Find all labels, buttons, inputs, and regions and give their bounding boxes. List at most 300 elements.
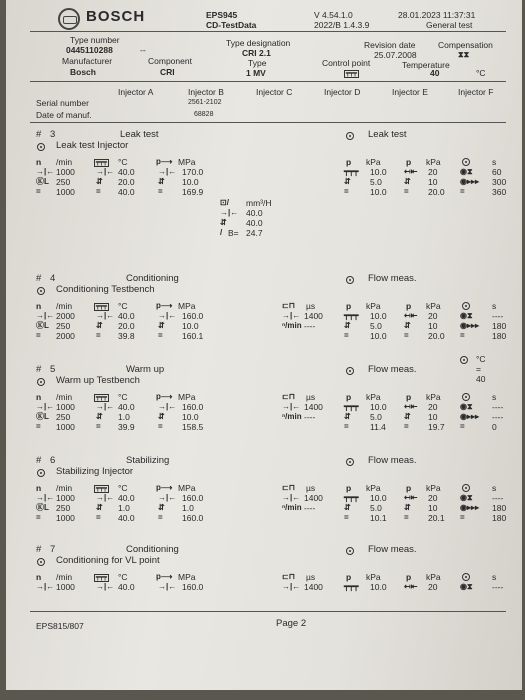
- speed-value: 1000: [56, 402, 75, 412]
- pressure-unit: MPa: [178, 483, 196, 493]
- row-prefix-icon: =: [460, 422, 465, 431]
- pressure-icon: p⟶: [156, 392, 173, 401]
- pressure-symbol: p: [406, 157, 412, 167]
- speed-value: 1000: [56, 167, 75, 177]
- row-prefix-icon: =: [158, 187, 163, 196]
- row-prefix-icon: ⁿ/min: [282, 503, 302, 512]
- speed-unit: /min: [56, 392, 73, 402]
- row-prefix-icon: ⓀL: [36, 503, 49, 512]
- measure-icon: [346, 547, 354, 555]
- time-value: 180: [492, 321, 507, 331]
- type-number: 0445110288: [66, 45, 113, 55]
- row-prefix-icon: ⇵: [344, 321, 351, 330]
- temp-value: 40.0: [118, 493, 135, 503]
- rail-icon: ┯┯┯: [96, 304, 107, 310]
- pressure-unit-1: kPa: [366, 392, 381, 402]
- pressure-unit-2: kPa: [426, 157, 441, 167]
- temp-value: 1.0: [118, 503, 130, 513]
- row-prefix-icon: ┯┯┯: [344, 311, 359, 320]
- speed-value: 1000: [56, 422, 75, 432]
- step-icon: [37, 378, 45, 386]
- time-value: 360: [492, 187, 507, 197]
- pressure-value-1: 10.1: [370, 513, 387, 523]
- row-prefix-icon: ⇵: [344, 177, 351, 186]
- pressure-value: 160.0: [182, 493, 204, 503]
- section-title: Leak test: [120, 129, 159, 140]
- row-prefix-icon: →|←: [158, 582, 177, 591]
- pressure-unit: MPa: [178, 157, 196, 167]
- section-number: 7: [50, 544, 56, 555]
- pressure-value-2: 20: [428, 582, 438, 592]
- row-prefix-icon: ↤⇤: [404, 402, 418, 411]
- pressure-value: 160.0: [182, 513, 204, 523]
- pressure-unit: MPa: [178, 392, 196, 402]
- pressure-value-2: 20: [428, 167, 438, 177]
- section-title: Stabilizing: [126, 455, 170, 466]
- injection-time-value: 1400: [304, 582, 323, 592]
- rail-icon: ┯┯┯: [96, 486, 107, 492]
- section-subtitle: Stabilizing Injector: [56, 466, 134, 477]
- section-subtitle: Conditioning Testbench: [56, 284, 155, 295]
- temp-unit: °C: [118, 157, 128, 167]
- footer-divider: [30, 611, 506, 612]
- temp-value: 40.0: [118, 402, 135, 412]
- row-prefix-icon: =: [36, 187, 41, 196]
- measure-icon: [346, 132, 354, 140]
- row-prefix-icon: =: [36, 422, 41, 431]
- pressure-value-1: 10.0: [370, 311, 387, 321]
- pressure-value-2: 10: [428, 503, 438, 513]
- temp-value: 20.0: [118, 177, 135, 187]
- section-right-title: Flow meas.: [368, 364, 417, 375]
- serial-number-b: 2561-2102: [188, 99, 222, 106]
- row-prefix-icon: =: [404, 513, 409, 522]
- pressure-value: 170.0: [182, 167, 204, 177]
- pressure-value: 160.0: [182, 582, 204, 592]
- doc-name: CD-TestData: [206, 20, 257, 30]
- section-temp-value: 40: [476, 374, 486, 384]
- pressure-value-2: 19.7: [428, 422, 445, 432]
- row-prefix-icon: →|←: [36, 311, 55, 320]
- speed-value: 250: [56, 503, 71, 513]
- row-prefix-icon: =: [158, 331, 163, 340]
- row-prefix-icon: ↤⇤: [404, 493, 418, 502]
- injection-time-icon: ⊏⊓: [282, 572, 295, 581]
- row-prefix-icon: ◉▸▸▸: [460, 412, 480, 421]
- flow-value: 40.0: [246, 218, 263, 228]
- temp-value: 39.9: [118, 422, 135, 432]
- injection-time-icon: ⊏⊓: [282, 483, 295, 492]
- component: CRI: [160, 67, 175, 77]
- row-prefix-icon: ◉⧗: [460, 402, 473, 411]
- pressure-value-2: 10: [428, 321, 438, 331]
- speed-symbol: n: [36, 157, 42, 167]
- row-prefix-icon: →|←: [96, 311, 115, 320]
- software-version: V 4.54.1.0: [314, 10, 353, 20]
- pressure-icon: p⟶: [156, 157, 173, 166]
- injection-time-value: 1400: [304, 493, 323, 503]
- temp-unit: °C: [118, 483, 128, 493]
- row-prefix-icon: ⇵: [404, 177, 411, 186]
- pressure-value-1: 5.0: [370, 177, 382, 187]
- row-prefix-icon: →|←: [36, 582, 55, 591]
- row-prefix-icon: =: [404, 331, 409, 340]
- timer-icon: [462, 302, 470, 310]
- row-prefix-icon: ◉⧗: [460, 311, 473, 320]
- section-right-title: Leak test: [368, 129, 407, 140]
- row-prefix-icon: →|←: [36, 402, 55, 411]
- row-prefix-icon: =: [344, 422, 349, 431]
- speed-value: 1000: [56, 513, 75, 523]
- pressure-unit-2: kPa: [426, 301, 441, 311]
- pressure-value: 169.9: [182, 187, 204, 197]
- time-unit: s: [492, 392, 497, 402]
- rail-icon: ┯┯┯: [96, 160, 107, 166]
- pressure-value: 10.0: [182, 412, 199, 422]
- header-divider: [30, 31, 506, 32]
- pressure-symbol: p: [406, 301, 412, 311]
- pressure-value-1: 10.0: [370, 187, 387, 197]
- section-hash: #: [36, 455, 42, 466]
- injection-time-unit: µs: [306, 301, 316, 311]
- speed-value: 250: [56, 412, 71, 422]
- temp-value: 39.8: [118, 331, 135, 341]
- pressure-unit-1: kPa: [366, 301, 381, 311]
- pressure-value-2: 20.1: [428, 513, 445, 523]
- row-prefix-icon: =: [158, 422, 163, 431]
- pressure-symbol: p: [346, 483, 352, 493]
- injection-time-unit: µs: [306, 572, 316, 582]
- section-hash: #: [36, 544, 42, 555]
- measure-icon: [346, 276, 354, 284]
- step-icon: [37, 558, 45, 566]
- temperature-value: 40: [430, 68, 440, 78]
- row-prefix-icon: ┯┯┯: [344, 402, 359, 411]
- row-prefix-icon: ┯┯┯: [344, 493, 359, 502]
- rail-icon: ┯┯┯: [96, 575, 107, 581]
- row-prefix-icon: ⇵: [344, 412, 351, 421]
- timer-icon: [462, 393, 470, 401]
- row-prefix-icon: →|←: [158, 402, 177, 411]
- speed-value: 1000: [56, 493, 75, 503]
- injector-b-label: Injector B: [188, 87, 224, 97]
- pressure-value-1: 11.4: [370, 422, 386, 432]
- section-number: 6: [50, 455, 56, 466]
- row-prefix-icon: =: [96, 331, 101, 340]
- step-icon: [37, 469, 45, 477]
- section-title: Conditioning: [126, 273, 179, 284]
- row-prefix-icon: =: [344, 331, 349, 340]
- pressure-value: 1.0: [182, 503, 194, 513]
- time-value: 180: [492, 331, 507, 341]
- section-title: Conditioning: [126, 544, 179, 555]
- bosch-logo-icon: [58, 8, 80, 30]
- section-subtitle: Conditioning for VL point: [56, 555, 160, 566]
- pressure-value: 10.0: [182, 177, 199, 187]
- row-prefix-icon: ⓀL: [36, 177, 49, 186]
- time-value: 60: [492, 167, 502, 177]
- serial-number-label: Serial number: [36, 98, 89, 108]
- row-prefix-icon: →|←: [282, 311, 301, 320]
- speed-symbol: n: [36, 572, 42, 582]
- pressure-value: 158.5: [182, 422, 204, 432]
- temp-unit: °C: [118, 392, 128, 402]
- time-value: ----: [492, 582, 504, 592]
- type-designation: CRI 2.1: [242, 48, 271, 58]
- injector-e-label: Injector E: [392, 87, 428, 97]
- row-prefix-icon: →|←: [36, 493, 55, 502]
- date-of-manufacture-b: 68828: [194, 111, 214, 118]
- row-prefix-icon: ◉▸▸▸: [460, 321, 480, 330]
- revision-label: Revision date: [364, 40, 416, 50]
- pressure-value-2: 20: [428, 493, 438, 503]
- row-prefix-icon: ⓀL: [36, 321, 49, 330]
- section-hash: #: [36, 273, 42, 284]
- speed-unit: /min: [56, 483, 73, 493]
- temp-value: 1.0: [118, 412, 130, 422]
- pressure-icon: p⟶: [156, 483, 173, 492]
- row-prefix-icon: ◉⧗: [460, 493, 473, 502]
- row-prefix-icon: =: [344, 513, 349, 522]
- row-prefix-icon: →|←: [36, 167, 55, 176]
- time-unit: s: [492, 483, 497, 493]
- row-prefix-icon: ◉▸▸▸: [460, 503, 480, 512]
- time-value: 0: [492, 422, 497, 432]
- row-prefix-icon: →|←: [96, 167, 115, 176]
- row-prefix-icon: ⇵: [220, 218, 227, 227]
- pressure-unit-2: kPa: [426, 483, 441, 493]
- section-temp-eq: =: [476, 364, 481, 374]
- flow-value: 40.0: [246, 208, 263, 218]
- speed-symbol: n: [36, 301, 42, 311]
- type-number-label: Type number: [70, 35, 120, 45]
- injection-time-unit: µs: [306, 483, 316, 493]
- row-prefix-icon: ⇵: [158, 503, 165, 512]
- row-prefix-icon: =: [460, 187, 465, 196]
- row-prefix-icon: ↤⇤: [404, 167, 418, 176]
- speed-value: 250: [56, 177, 71, 187]
- section-number: 4: [50, 273, 56, 284]
- time-value: 180: [492, 503, 507, 513]
- section-temp-unit: °C: [476, 354, 486, 364]
- row-prefix-icon: ⁿ/min: [282, 412, 302, 421]
- temperature-label: Temperature: [402, 60, 450, 70]
- pressure-value: 10.0: [182, 321, 199, 331]
- row-prefix-icon: =: [96, 187, 101, 196]
- time-unit: s: [492, 157, 497, 167]
- control-point-label: Control point: [322, 58, 371, 68]
- temp-value: 20.0: [118, 321, 135, 331]
- pressure-value-1: 5.0: [370, 321, 382, 331]
- row-prefix-icon: ⁿ/min: [282, 321, 302, 330]
- row-prefix-icon: →|←: [282, 402, 301, 411]
- temp-unit: °C: [118, 572, 128, 582]
- timer-icon: [462, 484, 470, 492]
- pressure-value-1: 10.0: [370, 402, 387, 412]
- test-type: General test: [426, 20, 473, 30]
- pressure-value-2: 20: [428, 402, 438, 412]
- pressure-value-1: 10.0: [370, 493, 387, 503]
- pressure-value: 160.1: [182, 331, 204, 341]
- time-unit: s: [492, 301, 497, 311]
- time-unit: s: [492, 572, 497, 582]
- injector-f-label: Injector F: [458, 87, 494, 97]
- pressure-value-2: 20.0: [428, 331, 445, 341]
- row-prefix-icon: =: [344, 187, 349, 196]
- section-right-title: Flow meas.: [368, 455, 417, 466]
- type-number-dash: --: [140, 45, 146, 55]
- row-prefix-icon: =: [96, 422, 101, 431]
- pressure-value-2: 20: [428, 311, 438, 321]
- pressure-icon: p⟶: [156, 572, 173, 581]
- injection-time-icon: ⊏⊓: [282, 301, 295, 310]
- date-of-manufacture-label: Date of manuf.: [36, 110, 92, 120]
- time-value: ----: [492, 311, 504, 321]
- row-prefix-icon: =: [404, 187, 409, 196]
- row-prefix-icon: ⇵: [96, 177, 103, 186]
- row-prefix-icon: ⇵: [404, 412, 411, 421]
- type-label: Type: [248, 58, 267, 68]
- section-subtitle: Warm up Testbench: [56, 375, 140, 386]
- injection-time-value: ----: [304, 321, 316, 331]
- injection-time-unit: µs: [306, 392, 316, 402]
- row-prefix-icon: ⇵: [158, 412, 165, 421]
- pressure-symbol: p: [346, 301, 352, 311]
- software-version-2: 2022/B 1.4.3.9: [314, 20, 370, 30]
- pressure-value-1: 10.0: [370, 167, 387, 177]
- speed-value: 1000: [56, 582, 75, 592]
- temp-value: 40.0: [118, 187, 135, 197]
- flow-unit: mm³/H: [246, 198, 272, 208]
- measure-icon: [346, 458, 354, 466]
- pressure-symbol: p: [346, 392, 352, 402]
- pressure-unit-2: kPa: [426, 572, 441, 582]
- row-prefix-icon: ◉⧗: [460, 167, 473, 176]
- row-prefix-icon: ⇵: [158, 321, 165, 330]
- pressure-value-1: 10.0: [370, 582, 387, 592]
- speed-value: 2000: [56, 331, 75, 341]
- row-prefix-icon: →|←: [220, 208, 239, 217]
- injector-divider: [30, 122, 506, 123]
- info-divider: [30, 81, 506, 82]
- manufacturer: Bosch: [70, 67, 96, 77]
- temp-unit: °C: [118, 301, 128, 311]
- row-prefix-icon: =: [460, 331, 465, 340]
- row-prefix-icon: ⇵: [404, 503, 411, 512]
- pressure-symbol: p: [406, 572, 412, 582]
- row-prefix-icon: ↤⇤: [404, 311, 418, 320]
- speed-unit: /min: [56, 301, 73, 311]
- injection-time-value: ----: [304, 503, 316, 513]
- row-prefix-icon: =: [158, 513, 163, 522]
- type-value: 1 MV: [246, 68, 266, 78]
- speed-unit: /min: [56, 157, 73, 167]
- flow-icon: ⊡/: [220, 198, 229, 207]
- component-label: Component: [148, 56, 192, 66]
- flow-prefix: B=: [228, 228, 239, 238]
- pressure-unit-2: kPa: [426, 392, 441, 402]
- page-number: Page 2: [276, 618, 307, 629]
- speed-value: 2000: [56, 311, 75, 321]
- row-prefix-icon: /: [220, 228, 223, 237]
- flow-value: 24.7: [246, 228, 263, 238]
- row-prefix-icon: ┯┯┯: [344, 167, 359, 176]
- row-prefix-icon: →|←: [96, 493, 115, 502]
- brand-name: BOSCH: [86, 8, 146, 25]
- time-value: 300: [492, 177, 507, 187]
- speed-symbol: n: [36, 483, 42, 493]
- step-icon: [37, 143, 45, 151]
- row-prefix-icon: →|←: [96, 402, 115, 411]
- row-prefix-icon: ┯┯┯: [344, 582, 359, 591]
- step-icon: [37, 287, 45, 295]
- pressure-value-2: 20.0: [428, 187, 445, 197]
- time-value: 180: [492, 513, 507, 523]
- pressure-value-1: 10.0: [370, 331, 387, 341]
- row-prefix-icon: ◉⧗: [460, 582, 473, 591]
- compensation-icon: ⧗⧗: [458, 50, 470, 59]
- timer-icon: [462, 158, 470, 166]
- row-prefix-icon: =: [36, 331, 41, 340]
- pressure-symbol: p: [406, 392, 412, 402]
- speed-value: 1000: [56, 187, 75, 197]
- time-value: ----: [492, 493, 504, 503]
- section-subtitle: Leak test Injector: [56, 140, 129, 151]
- pressure-unit-1: kPa: [366, 572, 381, 582]
- pressure-symbol: p: [406, 483, 412, 493]
- section-hash: #: [36, 364, 42, 375]
- pressure-value-2: 10: [428, 412, 438, 422]
- injection-time-value: 1400: [304, 402, 323, 412]
- row-prefix-icon: ⇵: [96, 321, 103, 330]
- pressure-rail-icon: ┯┯┯: [346, 71, 357, 77]
- row-prefix-icon: →|←: [158, 167, 177, 176]
- product-name: EPS945: [206, 10, 238, 20]
- row-prefix-icon: ◉▸▸▸: [460, 177, 480, 186]
- pressure-symbol: p: [346, 572, 352, 582]
- injector-c-label: Injector C: [256, 87, 293, 97]
- temp-value: 40.0: [118, 167, 135, 177]
- injection-time-value: ----: [304, 412, 316, 422]
- section-number: 5: [50, 364, 56, 375]
- footer-code: EPS815/807: [36, 621, 84, 631]
- pressure-value-1: 5.0: [370, 412, 382, 422]
- row-prefix-icon: =: [404, 422, 409, 431]
- pressure-icon: p⟶: [156, 301, 173, 310]
- pressure-value: 160.0: [182, 311, 204, 321]
- temperature-unit: °C: [476, 68, 486, 78]
- injection-time-icon: ⊏⊓: [282, 392, 295, 401]
- measure-icon: [346, 367, 354, 375]
- temp-value: 40.0: [118, 513, 135, 523]
- pressure-unit: MPa: [178, 301, 196, 311]
- injector-a-label: Injector A: [118, 87, 154, 97]
- temp-value: 40.0: [118, 582, 135, 592]
- pressure-unit-1: kPa: [366, 157, 381, 167]
- speed-unit: /min: [56, 572, 73, 582]
- temp-value: 40.0: [118, 311, 135, 321]
- pressure-symbol: p: [346, 157, 352, 167]
- section-right-title: Flow meas.: [368, 544, 417, 555]
- time-value: ----: [492, 402, 504, 412]
- type-designation-label: Type designation: [226, 38, 291, 48]
- section-title: Warm up: [126, 364, 165, 375]
- time-value: ----: [492, 412, 504, 422]
- row-prefix-icon: ⇵: [404, 321, 411, 330]
- row-prefix-icon: =: [36, 513, 41, 522]
- speed-symbol: n: [36, 392, 42, 402]
- timer-icon: [462, 573, 470, 581]
